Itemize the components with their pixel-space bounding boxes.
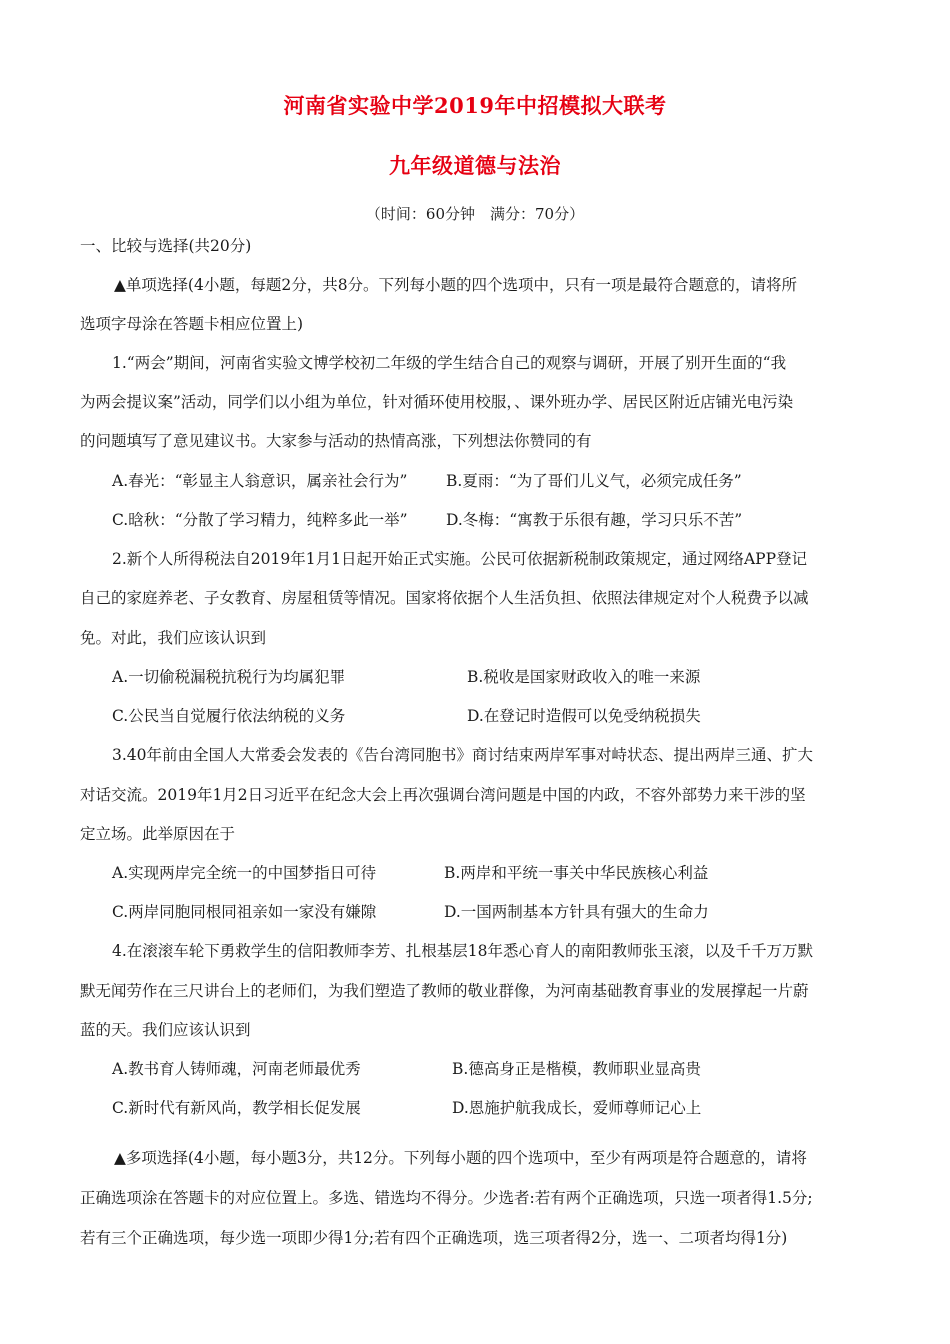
question-1-option-b[interactable]: B.夏雨：“为了哥们儿义气，必须完成任务” — [446, 472, 742, 490]
question-3-stem-cont: 对话交流。2019年1月2日习近平在纪念大会上再次强调台湾问题是中国的内政，不容外部势力来干涉的坚 — [80, 786, 806, 804]
single-choice-instructions: ▲单项选择(4小题，每题2分，共8分。下列每小题的四个选项中，只有一项是最符合题意的，请将所 — [114, 276, 798, 294]
question-3-option-d[interactable]: D.一国两制基本方针具有强大的生命力 — [444, 903, 709, 921]
question-3-option-b[interactable]: B.两岸和平统一事关中华民族核心利益 — [444, 864, 709, 882]
exam-title: 河南省实验中学2019年中招模拟大联考 — [283, 93, 667, 118]
question-2-stem: 2.新个人所得税法自2019年1月1日起开始正式实施。公民可依据新税制政策规定，通过网络APP登记 — [112, 550, 808, 568]
question-4-option-c[interactable]: C.新时代有新风尚，教学相长促发展 — [112, 1099, 361, 1117]
question-1-option-c[interactable]: C.晗秋：“分散了学习精力，纯粹多此一举” — [112, 511, 408, 529]
question-2-option-c[interactable]: C.公民当自觉履行依法纳税的义务 — [112, 707, 346, 725]
exam-time-score: （时间：60分钟 满分：70分） — [365, 205, 585, 223]
question-1-stem-end: 的问题填写了意见建议书。大家参与活动的热情高涨，下列想法你赞同的有 — [80, 432, 592, 450]
question-4-stem-cont: 默无闻劳作在三尺讲台上的老师们，为我们塑造了教师的敬业群像，为河南基础教育事业的发展撑起一片蔚 — [80, 982, 809, 1000]
question-1-stem-cont: 为两会提议案”活动，同学们以小组为单位，针对循环使用校服，、课外班办学、居民区附近店铺光电污染 — [80, 393, 794, 411]
question-2-stem-end: 免。对此，我们应该认识到 — [80, 629, 267, 647]
question-4-stem-end: 蓝的天。我们应该认识到 — [80, 1021, 251, 1039]
question-4-option-b[interactable]: B.德高身正是楷模，教师职业显高贵 — [452, 1060, 701, 1078]
question-3-option-a[interactable]: A.实现两岸完全统一的中国梦指日可待 — [112, 864, 377, 882]
multi-choice-instructions-end: 若有三个正确选项，每少选一项即少得1分;若有四个正确选项，选三项者得2分，选一、二项者均得1分) — [80, 1229, 788, 1247]
question-2-stem-cont: 自己的家庭养老、子女教育、房屋租赁等情况。国家将依据个人生活负担、依照法律规定对个人税费予以减 — [80, 589, 809, 607]
multi-choice-instructions: ▲多项选择(4小题，每小题3分，共12分。下列每小题的四个选项中，至少有两项是符合题意的，请将 — [114, 1149, 807, 1167]
question-4-option-a[interactable]: A.教书育人铸师魂，河南老师最优秀 — [112, 1060, 361, 1078]
question-3-stem-end: 定立场。此举原因在于 — [80, 825, 236, 843]
question-2-option-d[interactable]: D.在登记时造假可以免受纳税损失 — [467, 707, 701, 725]
question-2-option-a[interactable]: A.一切偷税漏税抗税行为均属犯罪 — [112, 668, 346, 686]
question-2-option-b[interactable]: B.税收是国家财政收入的唯一来源 — [467, 668, 701, 686]
question-1-stem: 1.“两会”期间，河南省实验文博学校初二年级的学生结合自己的观察与调研，开展了别开生面的“我 — [112, 354, 787, 372]
section-heading: 一、比较与选择(共20分) — [80, 237, 252, 255]
question-1-option-a[interactable]: A.春光：“彰显主人翁意识，属亲社会行为” — [112, 472, 408, 490]
exam-subject: 九年级道德与法治 — [389, 153, 561, 178]
question-3-option-c[interactable]: C.两岸同胞同根同祖亲如一家没有嫌隙 — [112, 903, 377, 921]
multi-choice-instructions-cont: 正确选项涂在答题卡的对应位置上。多选、错选均不得分。少选者:若有两个正确选项，只选一项者得1.5分; — [80, 1189, 813, 1207]
question-4-stem: 4.在滚滚车轮下勇救学生的信阳教师李芳、扎根基层18年悉心育人的南阳教师张玉滚，以及千千万万默 — [112, 942, 814, 960]
single-choice-instructions-cont: 选项字母涂在答题卡相应位置上) — [80, 315, 304, 333]
question-1-option-d[interactable]: D.冬梅：“寓教于乐很有趣，学习只乐不苦” — [446, 511, 743, 529]
question-4-option-d[interactable]: D.恩施护航我成长，爱师尊师记心上 — [452, 1099, 702, 1117]
question-3-stem: 3.40年前由全国人大常委会发表的《告台湾同胞书》商讨结束两岸军事对峙状态、提出两岸三通、扩大 — [112, 746, 814, 764]
